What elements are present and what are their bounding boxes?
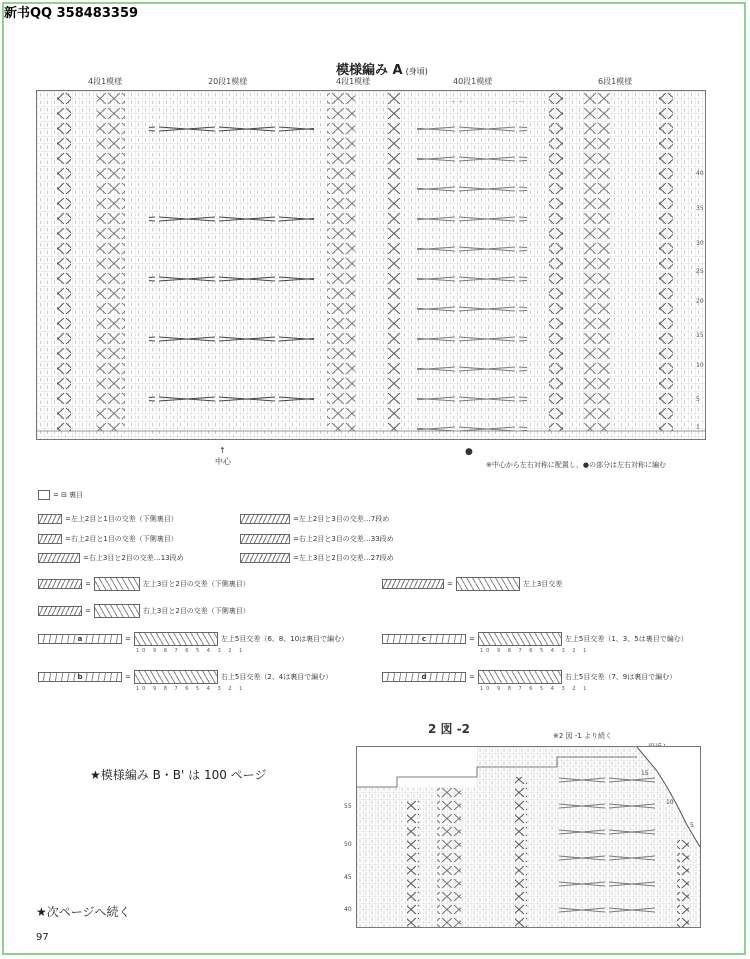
repeat-label: 4段1模様 [88,77,123,86]
chart-a-grid [36,90,706,440]
repeat-label: 20段1模様 [208,77,248,86]
cross-symbol-icon [38,514,62,524]
legend-text: =左上2目と1目の交差（下側裏目） [65,515,178,523]
repeat-label: 4段1模様 [336,77,371,86]
cross-symbol-icon [240,514,290,524]
legend-item [240,553,394,563]
row-number: 10 [666,799,674,806]
legend-item: = 左上3目と2目の交差（下側裏目） [38,577,250,591]
dot-marker-icon: ● [465,447,473,457]
cross-symbol-icon [38,606,82,616]
stitch-numbering: 10 9 8 7 6 5 4 3 2 1 [136,686,246,692]
row-number: 35 [696,205,704,212]
legend-item [240,534,394,544]
legend-item [240,514,389,524]
legend-purl [38,490,83,500]
legend-text: 右上3目と2目の交差（下側裏目） [142,607,250,615]
chart-2-title: 2 図 -2 [428,722,471,736]
cross-detail-icon [456,577,520,591]
row-number: 5 [690,822,694,829]
cross-symbol-icon [240,534,290,544]
row-number: 50 [344,841,352,848]
chart-2-note: ※2 図 -1 より続く [553,732,612,740]
legend-text: =右上2目と1目の交差（下側裏目） [65,535,178,543]
cross-d-icon: d [382,672,466,682]
row-number: 15 [641,770,649,777]
legend-item [38,553,184,563]
cross-detail-icon [134,632,218,646]
legend-item: = 右上3目と2目の交差（下側裏目） [38,604,250,618]
cross-symbol-icon [240,553,290,563]
cross-detail-icon [94,604,140,618]
cross-detail-icon [134,670,218,684]
center-label: 中心 [215,457,231,466]
cross-c-icon: c [382,634,466,644]
legend-text: =左上2目と3目の交差…7段め [293,515,390,523]
legend-text: =左上3目と2目の交差…27段め [293,554,394,562]
center-arrow-icon: ↑ [219,446,226,455]
row-number: 10 [696,362,704,369]
row-number: 5 [696,396,700,403]
cross-symbol-icon [38,579,82,589]
legend-item-d: d = 右上5目交差（7、9は裏目で編む） [382,670,676,684]
chart-a-title-text: 模様編み A [336,63,403,78]
cross-b-icon: b [38,672,122,682]
chart-a-note: ※中心から左右対称に配置し、●の部分は左右対称に編む [486,461,666,469]
legend-item-a: a = 左上5目交差（6、8、10は裏目で編む） [38,632,348,646]
legend-item [38,514,178,524]
stitch-numbering: 10 9 8 7 6 5 4 3 2 1 [136,648,246,654]
watermark-text: 新书QQ 358483359 [4,6,139,21]
legend-item-c: c = 左上5目交差（1、3、5は裏目で編む） [382,632,688,646]
legend-text: = ⊟ 裏目 [53,491,84,499]
legend-text: 左上3目交差 [522,580,563,588]
legend-text: 左上3目と2目の交差（下側裏目） [142,580,250,588]
row-number: 40 [696,170,704,177]
row-number: 55 [344,803,352,810]
legend-text: =右上3目と2目の交差…13段め [83,554,184,562]
legend-text: 右上5目交差（7、9は裏目で編む） [564,673,677,681]
stitch-numbering: 10 9 8 7 6 5 4 3 2 1 [480,686,590,692]
cross-detail-icon [478,632,562,646]
chart-a-subtitle: (身頃) [405,67,428,76]
stitch-numbering: 10 9 8 7 6 5 4 3 2 1 [480,648,590,654]
row-number: 30 [696,240,704,247]
cross-detail-icon [478,670,562,684]
repeat-label: 6段1模様 [598,77,633,86]
chart-2-grid [356,746,701,928]
repeat-label: 40段1模様 [453,77,493,86]
cross-symbol-icon [382,579,444,589]
legend-text: 右上5目交差（2、4は裏目で編む） [220,673,333,681]
continue-note: ★次ページへ続く [36,905,131,919]
knit-symbol-icon [38,490,50,500]
row-number: 45 [344,874,352,881]
cross-symbol-icon [38,553,80,563]
row-number: 1 [696,424,700,431]
legend-item-b: b = 右上5目交差（2、4は裏目で編む） [38,670,332,684]
row-number: 15 [696,332,704,339]
cross-symbol-icon [38,534,62,544]
cross-detail-icon [94,577,140,591]
row-number: 25 [696,268,704,275]
legend-text: 左上5目交差（6、8、10は裏目で編む） [220,635,349,643]
row-number: 20 [696,298,704,305]
page-number: 97 [36,932,49,943]
cross-a-icon: a [38,634,122,644]
legend-text: =右上2目と3目の交差…33段め [293,535,394,543]
row-number: 40 [344,906,352,913]
legend-item: = 左上3目交差 [382,577,562,591]
pattern-reference: ★模様編み B・B' は 100 ページ [90,768,267,782]
legend-text: 左上5目交差（1、3、5は裏目で編む） [564,635,688,643]
legend-item [38,534,178,544]
